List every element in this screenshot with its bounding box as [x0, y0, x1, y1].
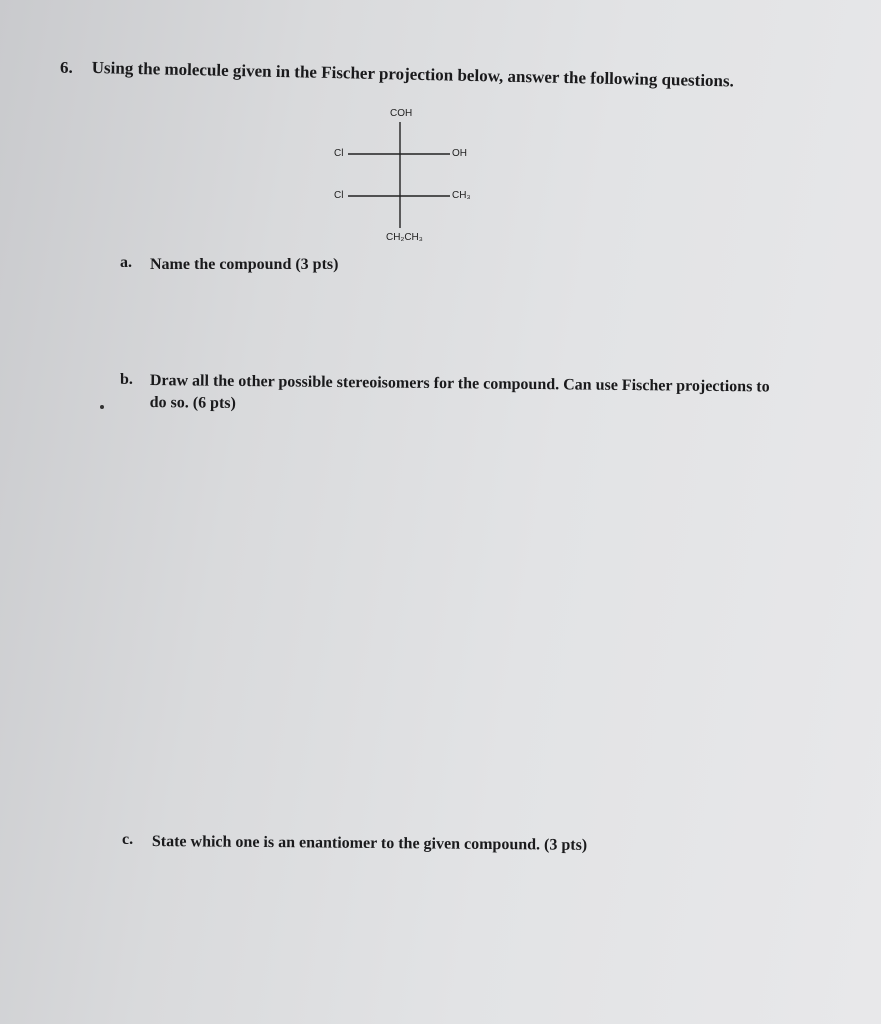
fischer-row1-left: Cl	[334, 148, 344, 159]
part-c-text: State which one is an enantiomer to the given compound. (3 pts)	[151, 832, 588, 854]
fischer-row2-right: CH₃	[452, 190, 471, 201]
fischer-row1-right: OH	[452, 148, 467, 159]
fischer-row2-left: Cl	[334, 190, 344, 201]
part-b-label: b.	[120, 371, 133, 388]
part-a-text: Name the compound (3 pts)	[150, 256, 339, 273]
fischer-bottom-group: CH₂CH₃	[386, 232, 423, 243]
part-c-label: c.	[122, 831, 134, 848]
fischer-top-group: COH	[390, 108, 413, 119]
part-b-text: Draw all the other possible stereoisomers for the compound. Can use Fischer projections to do so. (6 pts)	[149, 371, 770, 412]
question-text: Using the molecule given in the Fischer projection below, answer the following questions.	[91, 57, 735, 91]
fischer-projection	[320, 100, 500, 260]
question-number: 6.	[60, 58, 73, 77]
stray-mark	[100, 405, 104, 409]
part-a-label: a.	[120, 254, 132, 271]
